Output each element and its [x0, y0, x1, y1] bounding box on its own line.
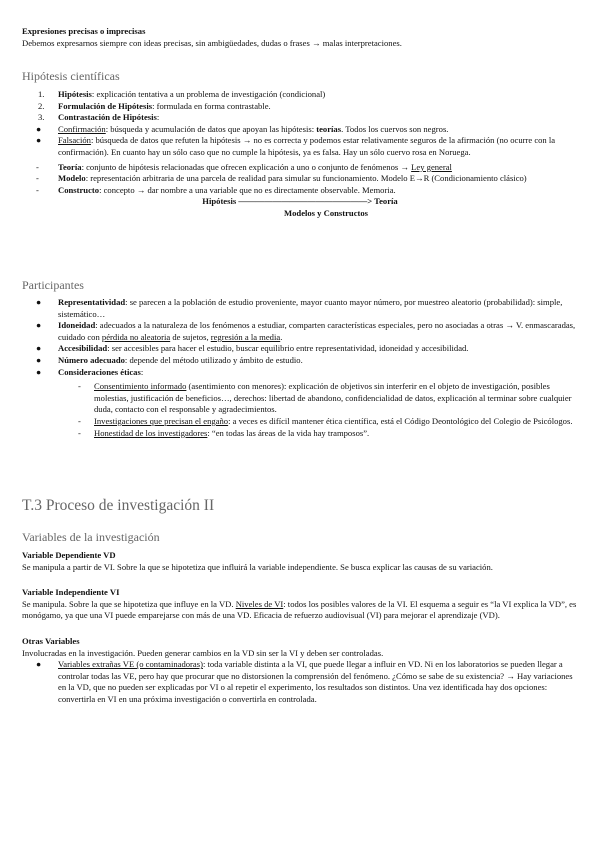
list-item: 1. Hipótesis: explicación tentativa a un problema de investigación (condicional) [38, 89, 326, 99]
section-heading: Hipótesis científicas [22, 69, 120, 83]
section-heading: Variables de la investigación [22, 530, 160, 544]
arrow-diagram-line: Hipótesis ———————————————> Teoría [202, 196, 398, 207]
list-item-falsacion: ● Falsación: búsqueda de datos que refuten la hipótesis → no es correcta y podemos estar relativamente seguros de la afirmación (no ocurre con la confirmación). En cuanto hay un sólo caso que no cumple la hipótesis, ya es falsa. Hay un sólo cuervo rosa en Noruega. [36, 135, 556, 157]
dash-marker: - [36, 161, 39, 172]
list-number: 3. [38, 112, 45, 123]
paragraph: Se manipula a partir de VI. Sobre la que se hipotetiza que influirá la variable independiente. Se busca explicar las causas de su variación. [22, 561, 493, 572]
paragraph: Involucradas en la investigación. Pueden generar cambios en la VD sin ser la VI y deben ser controladas. [22, 647, 384, 658]
list-item-teoria: - Teoría: conjunto de hipótesis relacionadas que ofrecen explicación a uno o conjunto de fenómenos → Ley general [36, 161, 452, 172]
subsection-title: Variable Dependiente VD [22, 550, 116, 560]
section-title: Expresiones precisas o imprecisas [22, 26, 146, 36]
dash-marker: - [36, 173, 39, 184]
paragraph: Debemos expresarnos siempre con ideas precisas, sin ambigüedades, dudas o frases → malas interpretaciones. [22, 37, 402, 48]
list-item: 3. Contrastación de Hipótesis: [38, 112, 160, 123]
list-item-variables-extranas: ● Variables extrañas VE (o contaminadoras): toda variable distinta a la VI, que puede llegar a influir en VD. Ni en los laboratorios se pueden llegar a controlar todas las VE, pero hay que procurar que no distorsionen la comprensión del fenómeno. ¿Cómo se sabe de su existencia? → Hay variaciones en la VD, que no pueden ser explicadas por VI o al repetir el experimento, los resultados son distintos. Una vez identificada hay dos opciones: convertirla en VI en una próxima investigación o convertirla en controlada. [36, 659, 573, 704]
chapter-title: T.3 Proceso de investigación II [22, 497, 215, 514]
sublist-item-engano: - Investigaciones que precisan el engaño: a veces es difícil mantener ética científica, está el Código Deontológico del Colegio de Psicólogos. [78, 415, 573, 426]
list-item-representatividad: ● Representatividad: se parecen a la población de estudio proveniente, mayor cuanto mayor número, por muestreo aleatorio (probabilidad): simple, sistemático… [36, 297, 563, 319]
arrow-diagram-sub: Modelos y Constructos [284, 207, 369, 218]
list-item-accesibilidad: ● Accesibilidad: ser accesibles para hacer el estudio, buscar equilibrio entre representatividad, idoneidad y accesibilidad. [36, 343, 469, 354]
bullet-icon: ● [36, 135, 42, 146]
section-participantes [22, 278, 578, 439]
dash-marker: - [78, 381, 81, 392]
bullet-icon: ● [36, 659, 42, 670]
list-item-modelo: - Modelo: representación arbitraria de una parcela de realidad para simular su funcionamiento. Modelo E→R (Condicionamiento clásico) [36, 173, 527, 184]
section-expresiones [22, 26, 578, 49]
sublist-item-honestidad: - Honestidad de los investigadores: “en todas las áreas de la vida hay tramposos”. [78, 427, 370, 438]
list-item: 2. Formulación de Hipótesis: formulada en forma contrastable. [38, 100, 271, 111]
paragraph: Se manipula. Sobre la que se hipotetiza que influye en la VD. Niveles de VI: todos los posibles valores de la VI. El esquema a seguir es “la VI explica la VD”, es monógamo, ya que una VI puede emparejarse con más de una VD. Eficacia de refuerzo audiovisual (VI) para mejorar el aprendizaje (VD). [22, 598, 577, 621]
list-item-confirmacion: ● Confirmación: búsqueda y acumulación de datos que apoyan las hipótesis: teorías. Todos los cuervos son negros. [36, 123, 449, 134]
bullet-icon: ● [36, 343, 42, 354]
list-item-numero: ● Número adecuado: depende del método utilizado y ámbito de estudio. [36, 354, 303, 365]
section-hipotesis [22, 69, 578, 220]
section-heading: Participantes [22, 278, 84, 292]
bullet-icon: ● [36, 320, 42, 331]
list-item-eticas: ● Consideraciones éticas: [36, 366, 144, 377]
sublist-item-consentimiento: - Consentimiento informado (asentimiento con menores): explicación de objetivos sin interferir en el objeto de investigación, posibles molestias, justificación de beneficios…, derechos: libertad de abandono, confidencialidad de datos, explicación al terminar sobre cualquier duda, contacto con el responsable y agradecimientos. [78, 381, 572, 415]
subsection-title: Otras Variables [22, 635, 80, 646]
section-t3 [22, 497, 578, 706]
dash-marker: - [78, 415, 81, 426]
subsection-title: Variable Independiente VI [22, 587, 120, 598]
dash-marker: - [78, 427, 81, 438]
bullet-icon: ● [36, 297, 42, 307]
list-item-idoneidad: ● Idoneidad: adecuados a la naturaleza de los fenómenos a estudiar, comparten características especiales, pero no asociadas a otras → V. enmascaradas, cuidado con pérdida no aleatoria de sujetos, regresión a la media. [36, 320, 576, 342]
bullet-icon: ● [36, 366, 42, 377]
list-item-constructo: - Constructo: concepto → dar nombre a una variable que no es directamente observable. Memoria. [36, 184, 396, 195]
dash-marker: - [36, 184, 39, 195]
list-number: 1. [38, 89, 45, 99]
bullet-icon: ● [36, 123, 42, 134]
bullet-icon: ● [36, 354, 42, 365]
list-number: 2. [38, 100, 45, 111]
